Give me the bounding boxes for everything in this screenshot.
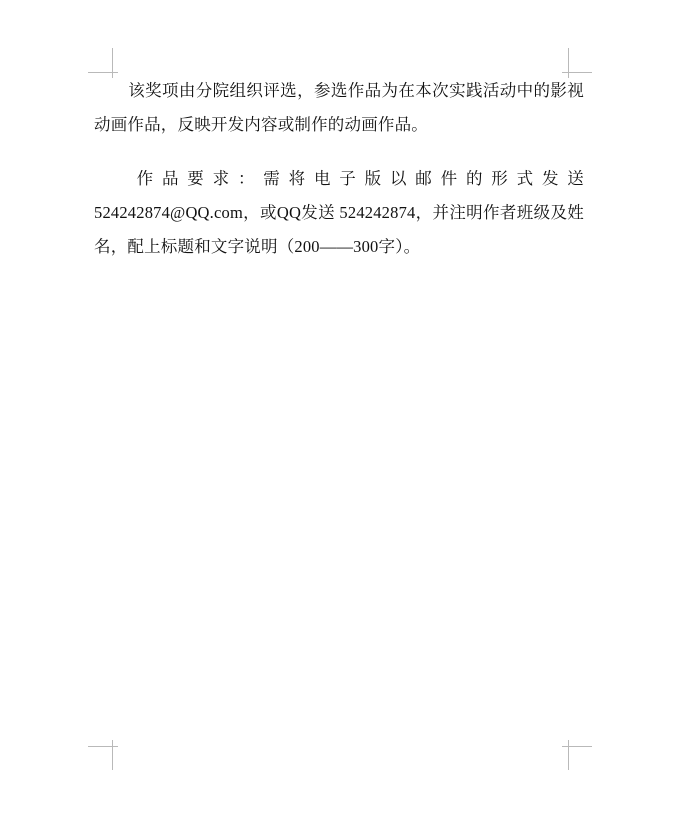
crop-mark-horizontal-line <box>562 72 592 73</box>
document-body <box>94 74 584 280</box>
crop-mark-horizontal-line <box>88 72 118 73</box>
crop-mark-horizontal-line <box>88 746 118 747</box>
crop-mark-vertical-line <box>568 740 569 770</box>
paragraph-submission-requirements <box>94 162 584 264</box>
paragraph-award-selection-text: 该奖项由分院组织评选，参选作品为在本次实践活动中的影视动画作品，反映开发内容或制作的动画作品。 <box>94 81 584 134</box>
crop-mark-vertical-line <box>112 740 113 770</box>
crop-mark-horizontal-line <box>562 746 592 747</box>
paragraph-award-selection <box>94 74 584 142</box>
paragraph-submission-requirements-text: 作品要求：需将电子版以邮件的形式发送524242874@QQ.com，或QQ发送 524242874，并注明作者班级及姓名，配上标题和文字说明（200——300字）。 <box>94 169 584 256</box>
